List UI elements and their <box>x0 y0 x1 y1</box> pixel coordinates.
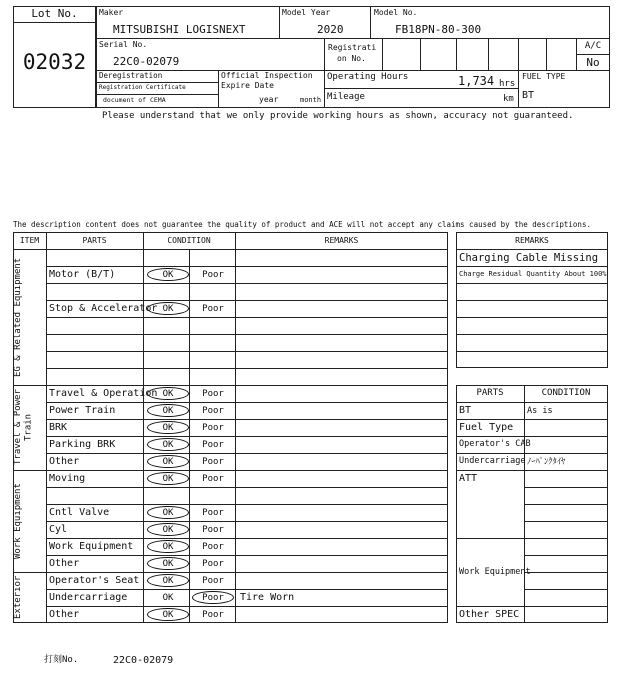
document-of-cema-label: document of CEMA <box>103 96 166 104</box>
part-name: Undercarriage <box>49 592 128 603</box>
part-name: Moving <box>49 473 86 484</box>
model-no-value: FB18PN-80-300 <box>395 23 482 36</box>
poor-option[interactable]: Poor <box>202 456 224 467</box>
model-year-label: Model Year <box>282 8 331 17</box>
part-name: Stop & Accelerator <box>49 303 158 314</box>
maker-label: Maker <box>99 8 124 17</box>
ok-selected-mark[interactable]: OK <box>147 523 189 536</box>
parts-panel-condition: ﾉｰﾊﾟﾝｸﾀｲﾔ <box>527 457 566 467</box>
parts-panel-condition: As is <box>527 406 553 416</box>
parts-panel-part: BT <box>459 405 472 416</box>
parts-panel-part: Fuel Type <box>459 422 514 433</box>
part-name: Power Train <box>49 405 116 416</box>
maker-value: MITSUBISHI LOGISNEXT <box>113 23 246 36</box>
part-name: Parking BRK <box>49 439 116 450</box>
table-row <box>46 283 448 300</box>
parts-panel-part: ATT <box>459 473 478 484</box>
ok-selected-mark[interactable]: OK <box>147 438 189 451</box>
ac-value: No <box>586 56 600 69</box>
km-label: km <box>503 94 514 104</box>
registration-certificate-label: Registration Certificate <box>99 84 186 91</box>
poor-option[interactable]: Poor <box>202 609 224 620</box>
poor-option[interactable]: Poor <box>202 524 224 535</box>
serial-no-label: Serial No. <box>99 40 148 49</box>
poor-option[interactable]: Poor <box>202 405 224 416</box>
col-condition: CONDITION <box>167 236 211 245</box>
poor-option[interactable]: Poor <box>202 541 224 552</box>
accuracy-note: Please understand that we only provide working hours as shown, accuracy not guaranteed. <box>102 111 574 121</box>
poor-option[interactable]: Poor <box>202 269 224 280</box>
table-row <box>46 249 448 266</box>
ok-option[interactable]: OK <box>162 592 174 603</box>
part-name: Work Equipment <box>49 541 134 552</box>
ok-selected-mark[interactable]: OK <box>147 268 189 281</box>
part-name: Cyl <box>49 524 68 535</box>
month-label: month <box>300 96 322 104</box>
ok-selected-mark[interactable]: OK <box>147 574 189 587</box>
table-row <box>46 538 448 555</box>
col-item: ITEM <box>19 236 40 245</box>
table-row <box>46 572 448 589</box>
serial-no-value: 22C0-02079 <box>113 55 180 68</box>
part-name: Other <box>49 558 80 569</box>
ok-selected-mark[interactable]: OK <box>147 387 189 400</box>
poor-option[interactable]: Poor <box>202 303 224 314</box>
part-name: Travel & Operation <box>49 388 158 399</box>
section-travel-power-train: Travel & Power Train <box>13 389 34 466</box>
remarks-line: Charge Residual Quantity About 100% <box>459 270 607 278</box>
parts-panel-parts-header: PARTS <box>476 388 504 398</box>
part-name: Motor (B/T) <box>49 269 116 280</box>
table-row <box>46 402 448 419</box>
poor-option[interactable]: Poor <box>202 388 224 399</box>
official-inspection-label: Official Inspection <box>221 71 313 80</box>
poor-option[interactable]: Poor <box>202 439 224 450</box>
ok-selected-mark[interactable]: OK <box>147 608 189 621</box>
fuel-type-label: FUEL TYPE <box>522 72 566 81</box>
poor-option[interactable]: Poor <box>202 473 224 484</box>
table-row <box>46 606 448 623</box>
operating-hours-label: Operating Hours <box>327 72 409 82</box>
table-row <box>46 334 448 351</box>
poor-option[interactable]: Poor <box>202 558 224 569</box>
year-label: year <box>259 95 279 104</box>
ok-selected-mark[interactable]: OK <box>147 421 189 434</box>
model-no-label: Model No. <box>374 8 418 17</box>
table-row <box>46 317 448 334</box>
ok-selected-mark[interactable]: OK <box>147 472 189 485</box>
deregistration-label: Deregistration <box>99 71 163 80</box>
poor-option[interactable]: Poor <box>202 507 224 518</box>
table-row <box>46 504 448 521</box>
poor-option[interactable]: Poor <box>202 575 224 586</box>
table-row <box>46 266 448 283</box>
registration-label-2: on No. <box>337 54 366 63</box>
row-remark: Tire Worn <box>240 592 295 603</box>
table-row <box>46 419 448 436</box>
table-row <box>46 555 448 572</box>
table-row <box>46 521 448 538</box>
ok-selected-mark[interactable]: OK <box>147 540 189 553</box>
table-row <box>46 351 448 368</box>
ok-selected-mark[interactable]: OK <box>147 302 189 315</box>
remarks-line: Charging Cable Missing <box>459 252 599 264</box>
ok-selected-mark[interactable]: OK <box>147 557 189 570</box>
operating-hours-value: 1,734 <box>458 74 495 88</box>
parts-panel-part: Other SPEC <box>459 609 520 620</box>
fuel-type-value: BT <box>522 90 535 101</box>
parts-panel-condition-header: CONDITION <box>541 388 591 398</box>
table-row <box>46 487 448 504</box>
poor-selected-mark[interactable]: Poor <box>192 591 234 604</box>
col-parts: PARTS <box>82 236 107 245</box>
lot-number: 02032 <box>22 50 87 74</box>
part-name: Other <box>49 456 80 467</box>
model-year-value: 2020 <box>317 23 344 36</box>
disclaimer-text: The description content does not guarantee the quality of product and ACE will not accept any claims caused by the descriptions. <box>13 220 591 229</box>
ac-label: A/C <box>584 41 602 51</box>
section-eg-related-equipment: EG & Related Equipment <box>13 257 23 377</box>
expire-date-label: Expire Date <box>221 81 274 90</box>
ok-selected-mark[interactable]: OK <box>147 506 189 519</box>
table-row <box>46 385 448 402</box>
table-row <box>46 453 448 470</box>
parts-panel-part: Undercarriage <box>459 456 526 466</box>
section-work-equipment: Work Equipment <box>13 483 23 559</box>
remarks-panel-header: REMARKS <box>515 236 549 245</box>
table-row <box>46 300 448 317</box>
part-name: BRK <box>49 422 68 433</box>
part-name: Cntl Valve <box>49 507 110 518</box>
table-row <box>46 368 448 385</box>
poor-option[interactable]: Poor <box>202 422 224 433</box>
registration-label-1: Registrati <box>328 43 377 52</box>
table-row <box>46 589 448 606</box>
ok-selected-mark[interactable]: OK <box>147 404 189 417</box>
parts-panel-part: Operator's CAB <box>459 439 531 449</box>
hrs-label: hrs <box>499 79 516 89</box>
mileage-label: Mileage <box>327 92 365 102</box>
ok-selected-mark[interactable]: OK <box>147 455 189 468</box>
col-remarks: REMARKS <box>324 236 359 245</box>
parts-panel-part: Work Equipment <box>459 567 531 577</box>
stamp-no-value: 22C0-02079 <box>113 655 174 666</box>
table-row <box>46 436 448 453</box>
section-exterior: Exterior <box>13 575 23 620</box>
part-name: Operator's Seat <box>49 575 140 586</box>
lot-no-label: Lot No. <box>31 7 78 20</box>
table-row <box>46 470 448 487</box>
stamp-no-label: 打刻No. <box>44 655 79 665</box>
part-name: Other <box>49 609 80 620</box>
